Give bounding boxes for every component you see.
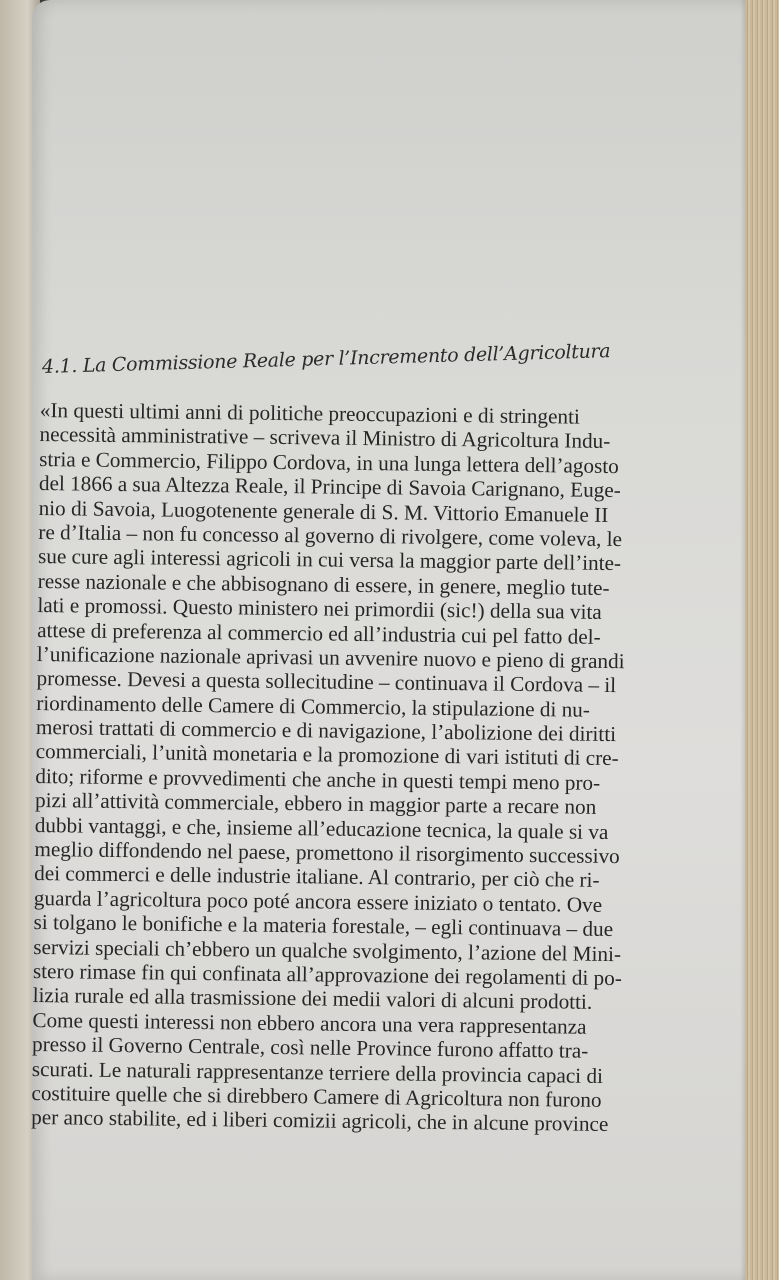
text-line: necessità amministrative – scriveva il Ministro di Agricoltura Indu- [39, 422, 611, 454]
book-page-stack-edge [745, 0, 779, 1280]
text-line: stria e Commercio, Filippo Cordova, in una lunga lettera dell’agosto [39, 446, 619, 478]
text-line: dubbi vantaggi, e che, insieme all’educazione tecnica, la quale si va [34, 812, 609, 844]
text-line: scurati. Le naturali rappresentanze terriere della provincia capaci di [31, 1056, 604, 1088]
text-line: merosi trattati di commercio e di navigazione, l’abolizione dei diritti [35, 715, 617, 747]
text-line: lizia rurale ed alla trasmissione dei medii valori di alcuni prodotti. [32, 983, 593, 1015]
text-line: presso il Governo Centrale, così nelle Province furono affatto tra- [31, 1032, 589, 1063]
text-line: servizi speciali ch’ebbero un qualche svolgimento, l’azione del Mini- [33, 934, 622, 966]
body-text [31, 398, 625, 1137]
text-line: resse nazionale e che abbisognano di essere, in genere, meglio tute- [37, 568, 610, 600]
section-heading: 4.1. La Commissione Reale per l’Incremento dell’Agricoltura [41, 340, 611, 378]
text-line: dito; riforme e provvedimenti che anche in questi tempi meno pro- [35, 763, 601, 795]
text-line: riordinamento delle Camere di Commercio, la stipulazione di nu- [36, 690, 591, 722]
text-line: per anco stabilite, ed i liberi comizii agricoli, che in alcune province [31, 1105, 609, 1137]
text-line: meglio diffondendo nel paese, promettono il risorgimento successivo [34, 836, 620, 869]
text-line: «In questi ultimi anni di politiche preoccupazioni e di stringenti [39, 398, 580, 429]
text-line: stero rimase fin qui confinata all’approvazione dei regolamenti di po- [32, 958, 623, 991]
text-line: re d’Italia – non fu concesso al governo di rivolgere, come voleva, le [38, 519, 623, 552]
text-line: sue cure agli interessi agricoli in cui versa la maggior parte dell’inte- [37, 544, 622, 576]
text-line: costituire quelle che si direbbero Camere di Agricoltura non furono [31, 1080, 602, 1112]
text-line: nio di Savoia, Luogotenente generale di S. M. Vittorio Emanuele II [38, 495, 609, 527]
text-line: l’unificazione nazionale aprivasi un avvenire nuovo e pieno di grandi [36, 641, 625, 674]
text-line: guarda l’agricoltura poco poté ancora essere iniziato o tentato. Ove [33, 885, 603, 917]
text-line: commerciali, l’unità monetaria e la promozione di vari istituti di cre- [35, 739, 619, 771]
text-line: pizi all’attività commerciale, ebbero in maggior parte a recare non [34, 788, 597, 820]
text-line: si tolgano le bonifiche e la materia forestale, – egli continuava – due [33, 910, 614, 942]
text-line: dei commerci e delle industrie italiane. Al contrario, per ciò che ri- [34, 861, 600, 893]
text-line: attese di preferenza al commercio ed all’industria cui pel fatto del- [37, 617, 601, 649]
text-line: Come questi interessi non ebbero ancora una vera rappresentanza [32, 1007, 587, 1039]
text-line: del 1866 a sua Altezza Reale, il Principe di Savoia Carignano, Euge- [38, 471, 621, 503]
text-line: lati e promossi. Questo ministero nei primordii (sic!) della sua vita [37, 593, 602, 625]
text-line: promesse. Devesi a questa sollecitudine – continuava il Cordova – il [36, 666, 617, 698]
